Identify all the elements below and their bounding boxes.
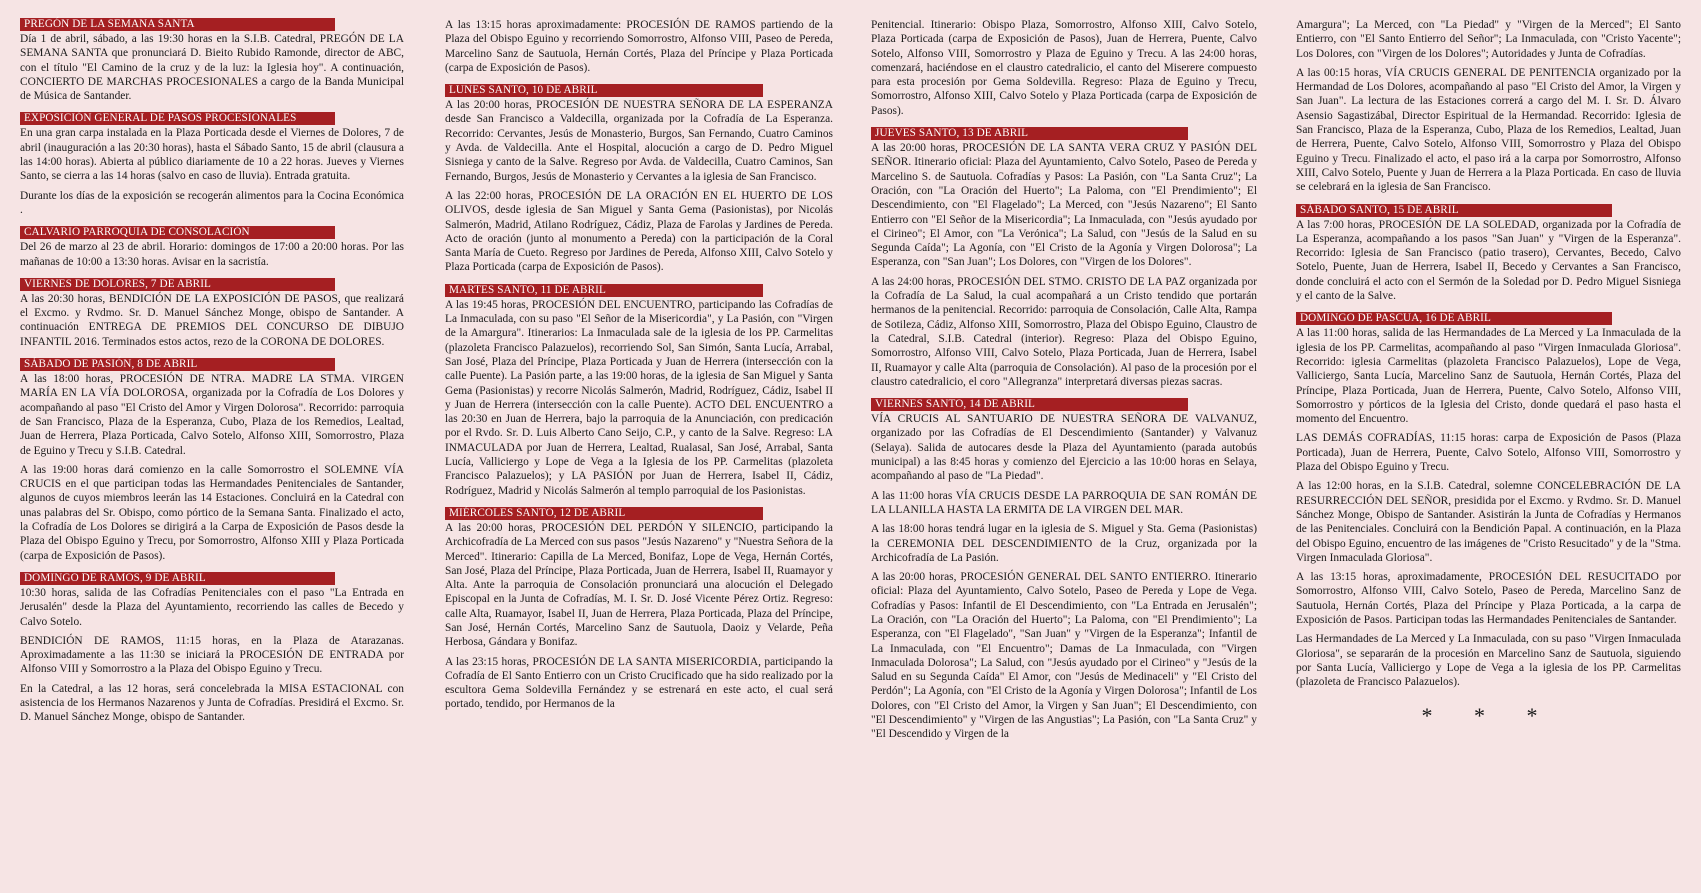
section bbox=[20, 112, 404, 217]
section-paragraph: A las 22:00 horas, PROCESIÓN DE LA ORACIÓN EN EL HUERTO DE LOS OLIVOS, desde iglesia de San Miguel y Santa Gema (Pasionistas), por Nicolás Salmerón, Madrid, Atilano Rodríguez, Cádiz, Plaza de Farolas y Jardines de Pereda. Acto de oración (junto al monumento a Pereda) con la participación de la Coral Santa María de Cueto. Regreso por Jardines de Pereda, Alfonso XIII, Calvo Sotelo y Plaza Porticada (carpa de Exposición de Pasos). bbox=[445, 189, 833, 274]
section bbox=[871, 18, 1257, 118]
section bbox=[445, 507, 833, 712]
section-paragraph: A las 7:00 horas, PROCESIÓN DE LA SOLEDAD, organizada por la Cofradía de La Esperanza, acompañando a los pasos "San Juan" y "Virgen de la Esperanza". Recorrido: Iglesia de San Francisco (patio trasero), Cervantes, Becedo, Calvo Sotelo, Puente, Juan de Herrera, Isabel II, Becedo y Cervantes a San Francisco, donde concluirá el acto con el Sermón de la Soledad por D. Pedro Miguel Sisniega y el canto de la Salve. bbox=[1296, 218, 1681, 303]
section-heading: MIÉRCOLES SANTO, 12 DE ABRIL bbox=[445, 507, 763, 520]
section-paragraph: A las 20:00 horas, PROCESIÓN DE NUESTRA SEÑORA DE LA ESPERANZA desde San Francisco a Valdecilla, organizada por la Cofradía de La Esperanza. Recorrido: Cervantes, Jesús de Monasterio, Burgos, San Fernando, Cuatro Caminos y Avda. de Valdecilla. Ante el Hospital, alocución a cargo de D. Pedro Miguel Sisniega y canto de la Salve. Regreso por Avda. de Valdecilla, Cuatro Caminos, San Fernando, Burgos, Jesús de Monasterio y Cervantes a la iglesia de San Francisco. bbox=[445, 99, 833, 183]
section-heading: DOMINGO DE PASCUA, 16 DE ABRIL bbox=[1296, 312, 1612, 325]
section-heading: JUEVES SANTO, 13 DE ABRIL bbox=[871, 127, 1188, 140]
column-1 bbox=[20, 18, 404, 734]
section-heading: VIERNES DE DOLORES, 7 DE ABRIL bbox=[20, 278, 335, 291]
section-paragraph: A las 12:00 horas, en la S.I.B. Catedral, solemne CONCELEBRACIÓN DE LA RESURRECCIÓN DEL SEÑOR, presidida por el Excmo. y Rvdmo. Sr. D. Manuel Sánchez Monge, Obispo de Santander. Asistirán la Junta de Cofradías y Hermanos de las Penitenciales. Concluirá con la Bendición Papal. A continuación, en la Plaza del Obispo Eguino, encuentro de las imágenes de "Cristo Resucitado" y de la "Stma. Virgen Inmaculada Gloriosa". bbox=[1296, 480, 1682, 564]
section-paragraph: A las 20:00 horas, PROCESIÓN DEL PERDÓN Y SILENCIO, participando la Archicofradía de La Merced con sus pasos "Jesús Nazareno" y "Nuestra Señora de la Merced". Itinerario: Capilla de La Merced, Bonifaz, Lope de Vega, Hernán Cortés, San José, Plaza del Príncipe, Plaza Porticada, Juan de Herrera, Isabel II, Ruamayor y Alta. Ante la parroquia de Consolación pronunciará una alocución el Delegado Episcopal en la Junta de Cofradías, M. I. Sr. D. José Vicente Pérez Ortiz. Regreso: calle Alta, Ruamayor, Isabel II, Juan de Herrera, Plaza Porticada, Plaza del Príncipe, San José, Hernán Cortés, Marcelino Sanz de Sautuola, Daoiz y Velarde, Peña Herbosa, Gándara y Bonifaz. bbox=[445, 521, 833, 649]
section-paragraph: A las 20:30 horas, BENDICIÓN DE LA EXPOSICIÓN DE PASOS, que realizará el Excmo. y Rvdmo. Sr. D. Manuel Sánchez Monge, obispo de Santander. A continuación ENTREGA DE PREMIOS DEL CONCURSO DE DIBUJO INFANTIL 2016. Terminados estos actos, rezo de la CORONA DE DOLORES. bbox=[20, 292, 404, 348]
section-paragraph: Amargura"; La Merced, con "La Piedad" y "Virgen de la Merced"; El Santo Entierro, con "El Santo Entierro del Señor"; La Inmaculada, con "Cristo Yacente"; Los Dolores, con "Virgen de los Dolores"; Autoridades y Junta de Cofradías. bbox=[1296, 19, 1681, 60]
section-heading: EXPOSICIÓN GENERAL DE PASOS PROCESIONALES bbox=[20, 112, 335, 125]
section bbox=[1296, 18, 1681, 195]
section bbox=[20, 572, 404, 725]
column-3 bbox=[871, 18, 1257, 751]
section bbox=[20, 358, 404, 563]
section-paragraph: A las 18:00 horas, PROCESIÓN DE NTRA. MADRE LA STMA. VIRGEN MARÍA EN LA VÍA DOLOROSA, organizada por la Cofradía de Los Dolores y acompañando al paso "El Cristo del Amor y Virgen Dolorosa". Recorrido: parroquia de San Francisco, Plaza de la Esperanza, Cubo, Plaza de los Remedios, Lealtad, Juan de Herrera, Plaza Porticada, Calvo Sotelo, Alfonso XIII, Somorrostro, Plaza de Eguino y Trecu y S.I.B. Catedral. bbox=[20, 373, 404, 457]
section-paragraph: A las 00:15 horas, VÍA CRUCIS GENERAL DE PENITENCIA organizado por la Hermandad de Los Dolores, acompañando al paso "El Cristo del Amor, la Virgen y San Juan". La lectura de las Estaciones correrá a cargo del M. I. Sr. D. Álvaro Asensio Sagastizábal, Director Espiritual de la Hermandad. Recorrido: Iglesia de San Francisco, Plaza de la Esperanza, Cubo, Plaza de los Remedios, Lealtad, Juan de Herrera, Puente, Calvo Sotelo, Alfonso VIII, Somorrostro y Plaza del Obispo Eguino y Trecu. Finalizado el acto, el paso irá a la carpa por Somorrostro, Alfonso XIII, Calvo Sotelo, Puente y Juan de Herrera a la Plaza Porticada. En caso de lluvia se celebrará en la iglesia de San Francisco. bbox=[1296, 66, 1681, 194]
closing-stars: * * * bbox=[1421, 703, 1556, 729]
section-heading: SÁBADO SANTO, 15 DE ABRIL bbox=[1296, 204, 1612, 217]
column-2 bbox=[445, 18, 833, 721]
section-paragraph: A las 11:00 horas, salida de las Hermandades de La Merced y La Inmaculada de la iglesia de los PP. Carmelitas, acompañando al paso "Virgen Inmaculada Gloriosa". Recorrido: iglesia Carmelitas (plazoleta Francisco Palazuelos), Lope de Vega, Valliciergo, Santa Lucía, Marcelino Sanz de Sautuola, Hernán Cortés, Plaza del Príncipe, Plaza Porticada, Juan de Herrera, Puente, Calvo Sotelo, Alfonso VIII, Somorrostro y pórticos de la Iglesia del Cristo, donde quedará el paso hasta el momento del Encuentro. bbox=[1296, 327, 1681, 426]
section bbox=[445, 18, 833, 75]
section-paragraph: VÍA CRUCIS AL SANTUARIO DE NUESTRA SEÑORA DE VALVANUZ, organizado por las Cofradías de El Descendimiento (Santander) y Valvanuz (Selaya). Salida de autocares desde la Plaza del Ayuntamiento (parada autobús municipal) a las 8:45 horas y comienzo del Ejercicio a las 10:00 horas en Selaya, acompañando al paso de "La Piedad". bbox=[871, 413, 1257, 483]
section-paragraph: Las Hermandades de La Merced y La Inmaculada, con su paso "Virgen Inmaculada Gloriosa", se separarán de la procesión en Marcelino Sanz de Sautuola, siguiendo por Santa Lucía, Valliciergo y Lope de Vega a la iglesia de los PP. Carmelitas (plazoleta de Francisco Palazuelos). bbox=[1296, 633, 1681, 689]
section bbox=[1296, 204, 1681, 304]
section-paragraph: En una gran carpa instalada en la Plaza Porticada desde el Viernes de Dolores, 7 de abril (inauguración a las 20:30 horas), hasta el Sábado Santo, 15 de abril (clausura a las 14:00 horas). Abierta al público diariamente de 10 a 22 horas. Jueves y Viernes Santo, se cierra a las 14 horas (salvo en caso de lluvia). Entrada gratuita. bbox=[20, 127, 404, 183]
section-heading: DOMINGO DE RAMOS, 9 DE ABRIL bbox=[20, 572, 335, 585]
section bbox=[20, 278, 404, 349]
section-paragraph: A las 11:00 horas VÍA CRUCIS DESDE LA PARROQUIA DE SAN ROMÁN DE LA LLANILLA HASTA LA ERMITA DE LA VIRGEN DEL MAR. bbox=[871, 489, 1257, 516]
section-heading: MARTES SANTO, 11 DE ABRIL bbox=[445, 284, 763, 297]
section-heading: PREGÓN DE LA SEMANA SANTA bbox=[20, 18, 335, 31]
section-heading: LUNES SANTO, 10 DE ABRIL bbox=[445, 84, 763, 97]
section-paragraph: A las 20:00 horas, PROCESIÓN GENERAL DEL SANTO ENTIERRO. Itinerario oficial: Plaza del Ayuntamiento, Calvo Sotelo, Paseo de Pereda y Lope de Vega. Cofradías y Pasos: Infantil de El Descendimiento, con "La Entrada en Jerusalén"; La Oración, con "La Oración del Huerto"; La Paloma, con "El Prendimiento"; La Esperanza, con "El Flagelado", "San Juan" y "Virgen de la Esperanza"; Infantil de La Inmaculada, con "El Encuentro"; Damas de La Inmaculada, con "Virgen Inmaculada Dolorosa"; La Salud, con "Jesús ayudado por el Cirineo" y "Jesús de la Salud en su Segunda Caída" El Amor, con "Jesús de Medinaceli" y "El Cristo del Perdón"; La Agonía, con "El Cristo de la Agonía y Virgen Dolorosa"; Infantil de Los Dolores, con "El Cristo del Amor, la Virgen y San Juan"; El Descendimiento, con "El Descendimiento" y "Virgen de las Angustias"; La Pasión, con "La Santa Cruz" y "El Descendido y Virgen de la bbox=[871, 571, 1257, 741]
section bbox=[445, 84, 833, 275]
section-paragraph: A las 13:15 horas, aproximadamente, PROCESIÓN DEL RESUCITADO por Somorrostro, Alfonso VIII, Calvo Sotelo, Paseo de Pereda, Marcelino Sanz de Sautuola, Hernán Cortés, Plaza del Príncipe y Plaza Porticada, a la carpa de Exposición de Pasos. Participan todas las Hermandades Penitenciales de Santander. bbox=[1296, 571, 1681, 626]
section-paragraph: A las 19:00 horas dará comienzo en la calle Somorrostro el SOLEMNE VÍA CRUCIS en el que participan todas las Hermandades Penitenciales de Santander, algunos de cuyos miembros leerán las 14 Estaciones. Concluirá en la Catedral con unas palabras del Sr. Obispo, como pórtico de la Semana Santa. Finalizado el acto, la Cofradía de Los Dolores se dirigirá a la Carpa de Exposición de Pasos desde la Plaza del Obispo Eguino y Trecu, por Somorrostro, Alfonso XIII y Plaza Porticada (carpa de Exposición de Pasos). bbox=[20, 463, 404, 562]
section-paragraph: BENDICIÓN DE RAMOS, 11:15 horas, en la Plaza de Atarazanas. Aproximadamente a las 11:30 se iniciará la PROCESIÓN DE ENTRADA por Alfonso VIII y Somorrostro a la Plaza del Obispo Eguino y Trecu. bbox=[20, 634, 404, 676]
section bbox=[1296, 312, 1681, 689]
section-paragraph: A las 18:00 horas tendrá lugar en la iglesia de S. Miguel y Sta. Gema (Pasionistas) la CEREMONIA DEL DESCENDIMIENTO de la Cruz, organizada por la Archicofradía de La Pasión. bbox=[871, 523, 1257, 564]
section-paragraph: Penitencial. Itinerario: Obispo Plaza, Somorrostro, Alfonso XIII, Calvo Sotelo, Plaza Porticada (carpa de Exposición de Pasos), Juan de Herrera, Puente, Calvo Sotelo, Alfonso VIII, Somorrostro y Plaza de Eguino y Trecu. A las 24:00 horas, comenzará, haciéndose en el claustro catedralicio, el canto del Miserere compuesto para esta procesión por Gema Soldevilla. Regreso: Plaza de Eguino y Trecu, Somorrostro, Alfonso XIII, Calvo Sotelo y Plaza Porticada (carpa de Exposición de Pasos). bbox=[871, 19, 1257, 117]
section-paragraph: A las 23:15 horas, PROCESIÓN DE LA SANTA MISERICORDIA, participando la Cofradía de El Santo Entierro con un Cristo Crucificado que ha sido realizado por la escultora Gema Soldevilla Fernández y se estrenará en este acto, el cual será portado, tendido, por Hermanos de la bbox=[445, 655, 833, 711]
section-paragraph: Día 1 de abril, sábado, a las 19:30 horas en la S.I.B. Catedral, PREGÓN DE LA SEMANA SANTA que pronunciará D. Bieito Rubido Ramonde, director de ABC, con el título "El Camino de la cruz y de la luz: la Iglesia hoy". A continuación, CONCIERTO DE MARCHAS PROCESIONALES a cargo de la Banda Municipal de Música de Santander. bbox=[20, 33, 404, 103]
section bbox=[871, 127, 1257, 389]
section-paragraph: En la Catedral, a las 12 horas, será concelebrada la MISA ESTACIONAL con asistencia de los Hermanos Nazarenos y Junta de Cofradías. Presidirá el Excmo. Sr. D. Manuel Sánchez Monge, obispo de Santander. bbox=[20, 682, 404, 724]
section-paragraph: A las 20:00 horas, PROCESIÓN DE LA SANTA VERA CRUZ Y PASIÓN DEL SEÑOR. Itinerario oficial: Plaza del Ayuntamiento, Calvo Sotelo, Paseo de Pereda y Marcelino S. de Sautuola. Cofradías y Pasos: La Pasión, con "La Santa Cruz"; La Oración, con "La Oración del Huerto"; La Paloma, con "El Prendimiento"; El Descendimiento, con "El Flagelado"; La Merced, con "Jesús Nazareno"; El Santo Entierro con "El Señor de la Misericordia"; La Inmaculada, con "Jesús ayudado por el Cirineo"; El Amor, con "La Verónica"; La Salud, con "Jesús de la Salud en su Segunda Caída"; La Agonía, con "El Cristo de la Agonía y Virgen Dolorosa"; La Esperanza, con "San Juan"; Los Dolores, con "Virgen de los Dolores". bbox=[871, 142, 1257, 269]
section-paragraph: A las 19:45 horas, PROCESIÓN DEL ENCUENTRO, participando las Cofradías de La Inmaculada, con su paso "El Señor de la Misericordia", y La Pasión, con "Virgen de la Amargura". Itinerarios: La Inmaculada sale de la iglesia de los PP. Carmelitas (plazoleta Francisco Palazuelos), recorriendo Sol, San Simón, Santa Lucía, Arrabal, San José, Plaza del Príncipe, Plaza Porticada y Juan de Herrera (intersección con la calle Puente). La Pasión parte, a las 19:00 horas, de la iglesia de San Miguel y Santa Gema (Pasionistas) y recorre Nicolás Salmerón, Madrid, Rodríguez, Cádiz, Isabel II y Juan de Herrera (intersección con la calle Puente). ACTO DEL ENCUENTRO a las 20:30 en Juan de Herrera, bajo la parroquia de la Anunciación, con predicación por el Rvdo. Sr. D. Luis Alberto Cano Seijo, C.P., y canto de la Salve. Regreso: LA INMACULADA por Juan de Herrera, Lealtad, Rualasal, San José, Arrabal, Santa Lucía, Valliciergo y Lope de Vega a la Iglesia de los PP. Carmelitas (plazoleta Francisco Palazuelos); y LA PASIÓN por Juan de Herrera, Isabel II, Cádiz, Rodríguez, Madrid y Nicolás Salmerón al templo parroquial de los Pasionistas. bbox=[445, 298, 833, 497]
section bbox=[445, 284, 833, 498]
section-paragraph: LAS DEMÁS COFRADÍAS, 11:15 horas: carpa de Exposición de Pasos (Plaza Porticada), Juan de Herrera, Puente, Calvo Sotelo, Alfonso VIII, Somorrostro y Plaza del Obispo Eguino y Trecu. bbox=[1296, 432, 1681, 474]
section-heading: SÁBADO DE PASIÓN, 8 DE ABRIL bbox=[20, 358, 335, 371]
section-paragraph: A las 13:15 horas aproximadamente: PROCESIÓN DE RAMOS partiendo de la Plaza del Obispo Eguino y recorriendo Somorrostro, Alfonso VIII, Paseo de Pereda, Marcelino Sanz de Sautuola, Hernán Cortés, Plaza del Príncipe y Plaza Porticada (carpa de Exposición de Pasos). bbox=[445, 19, 833, 74]
section-paragraph: A las 24:00 horas, PROCESIÓN DEL STMO. CRISTO DE LA PAZ organizada por la Cofradía de La Salud, la cual acompañará a un Cristo tendido que portarán hermanos de la penitencial. Recorrido: parroquia de Consolación, Calle Alta, Rampa de Sotileza, Cádiz, Alfonso XIII, Somorrostro, Plaza del Obispo Eguino, Claustro de la Catedral, S.I.B. Catedral (interior). Regreso: Plaza del Obispo Eguino, Somorrostro, Alfonso VIII, Calvo Sotelo, Plaza Porticada, Juan de Herrera, Isabel II, Ruamayor y calle Alta (parroquia de Consolación). Al paso de la procesión por el claustro catedralicio, el coro "Alleg​ranza" interpretará diversas piezas sacras. bbox=[871, 275, 1257, 388]
section-paragraph: Del 26 de marzo al 23 de abril. Horario: domingos de 17:00 a 20:00 horas. Por las mañanas de 10:00 a 13:30 horas. Avisar en la sacristía. bbox=[20, 241, 404, 268]
section bbox=[20, 226, 404, 269]
section bbox=[20, 18, 404, 103]
section-paragraph: Durante los días de la exposición se recogerán alimentos para la Cocina Económica . bbox=[20, 189, 404, 216]
column-4 bbox=[1296, 18, 1682, 729]
section-heading: CALVARIO PARROQUIA DE CONSOLACIÓN bbox=[20, 226, 335, 239]
section-paragraph: 10:30 horas, salida de las Cofradías Penitenciales con el paso "La Entrada en Jerusalén" desde la Plaza del Ayuntamiento, recorriendo las calles de Becedo y Calvo Sotelo. bbox=[20, 586, 404, 628]
section bbox=[871, 398, 1257, 742]
section-heading: VIERNES SANTO, 14 DE ABRIL bbox=[871, 398, 1188, 411]
